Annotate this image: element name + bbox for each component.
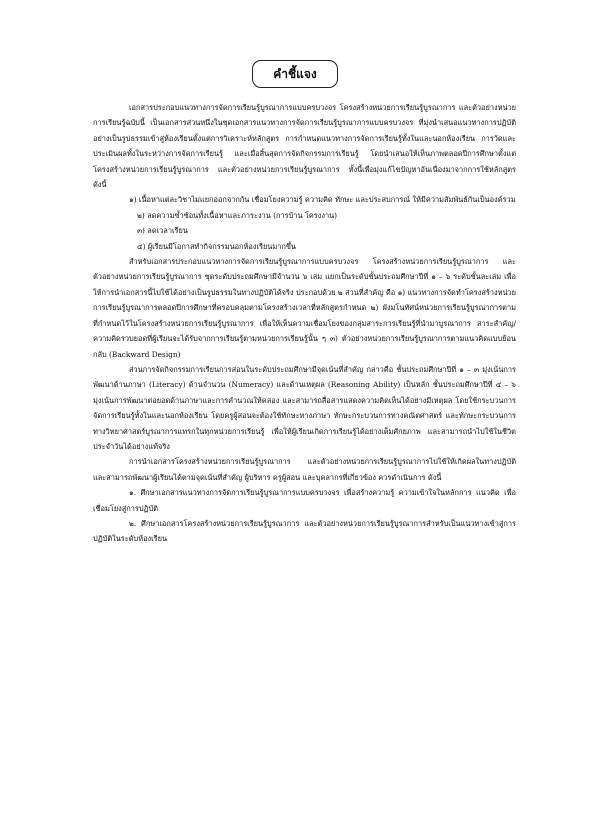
paragraph-8: การนำเอกสารโครงสร้างหน่วยการเรียนรู้บูรณาการ และตัวอย่างหน่วยการเรียนรู้บูรณาการไปใช้ให้เกิดผลในทางปฏิบัติ และสามารถพัฒนาผู้เรียนได้ตามจุดเน้นที่สำคัญ ผู้บริหาร ครูผู้สอน และบุคลากรที่เกี่ยวข้อง ควรดำเนินการ ดังนี้ [93,457,516,482]
page-heading: คำชี้แจง [252,60,338,88]
paragraph-7: ส่วนการจัดกิจกรรมการเรียนการสอนในระดับประถมศึกษามีจุดเน้นที่สำคัญ กล่าวคือ ชั้นประถมศึกษาปีที่ ๑ – ๓ มุ่งเน้นการพัฒนาด้านภาษา (Literacy) ด้านจำนวน (Numeracy) และด้านเหตุผล (Reasoning Ability) เป็นหลัก ชั้นประถมศึกษาปีที่ ๔ – ๖ มุ่งเน้นการพัฒนาต่อยอดด้านภาษาและการคำนวณให้คล่อง และสามารถสื่อสารแสดงความคิดเห็นได้อย่างมีเหตุผล โดยใช้กระบวนการจัดการเรียนรู้ทั้งในและนอกห้องเรียน โดยครูผู้สอนจะต้องใช้ทักษะทางภาษา ทักษะกระบวนการทางคณิตศาสตร์ และทักษะกระบวนการทางวิทยาศาสตร์บูรณาการแทรกในทุกหน่วยการเรียนรู้ เพื่อให้ผู้เรียนเกิดการเรียนรู้ได้อย่างเต็มศักยภาพ และสามารถนำไปใช้ในชีวิตประจำวันได้อย่างแท้จริง [93,364,516,451]
paragraph-9: ๑. ศึกษาเอกสารแนวทางการจัดการเรียนรู้บูรณาการแบบครบวงจร เพื่อสร้างความรู้ ความเข้าใจในหลักการ แนวคิด เพื่อเชื่อมโยงสู่การปฏิบัติ [93,488,516,513]
paragraph-4: ๓) ลดเวลาเรียน [137,226,188,236]
paragraph-10: ๒. ศึกษาเอกสารโครงสร้างหน่วยการเรียนรู้บูรณาการ และตัวอย่างหน่วยการเรียนรู้บูรณาการสำหรับเป็นแนวทางเข้าสู่การปฏิบัติในระดับห้องเรียน [93,518,516,544]
paragraph-2: ๑) เนื้อหาแต่ละวิชาไม่แยกออกจากกัน เชื่อมโยงความรู้ ความคิด ทักษะ และประสบการณ์ ให้มีความสัมพันธ์กันเป็นองค์รวม [129,195,516,205]
paragraph-5: ๔) ผู้เรียนมีโอกาสทำกิจกรรมนอกห้องเรียนมากขึ้น [137,241,296,251]
paragraph-1: เอกสารประกอบแนวทางการจัดการเรียนรู้บูรณาการแบบครบวงจร โครงสร้างหน่วยการเรียนรู้บูรณาการ และตัวอย่างหน่วยการเรียนรู้ฉบับนี้ เป็นเอกสารส่วนหนึ่งในชุดเอกสารแนวทางการจัดการเรียนรู้บูรณาการแบบครบวงจร ที่มุ่งนำเสนอแนวทางการปฏิบัติอย่างเป็นรูปธรรมเข้าสู่ห้องเรียนตั้งแต่การวิเคราะห์หลักสูตร การกำหนดแนวทางการจัดการเรียนรู้ทั้งในและนอกห้องเรียน การวัดและประเมินผลทั้งในระหว่างการจัดการเรียนรู้ และเมื่อสิ้นสุดการจัดกิจกรรมการเรียนรู้ โดยนำเสนอให้เห็นภาพตลอดปีการศึกษาตั้งแต่โครงสร้างหน่วยการเรียนรู้บูรณาการ และตัวอย่างหน่วยการเรียนรู้บูรณาการ ทั้งนี้เพื่อมุ่งแก้ไขปัญหาอันเนื่องมาจากการใช้หลักสูตร ดังนี้ [93,103,516,190]
paragraph-6: สำหรับเอกสารประกอบแนวทางการจัดการเรียนรู้บูรณาการแบบครบวงจร โครงสร้างหน่วยการเรียนรู้บูรณาการ และตัวอย่างหน่วยการเรียนรู้บูรณาการ ชุดระดับประถมศึกษามีจำนวน ๖ เล่ม แยกเป็นระดับชั้นประถมศึกษาปีที่ ๑ – ๖ ระดับชั้นละเล่ม เพื่อให้การนำเอกสารนี้ไปใช้ได้อย่างเป็นรูปธรรมในทางปฏิบัติได้จริง ประกอบด้วย ๒ ส่วนที่สำคัญ คือ ๑) แนวทางการจัดทำโครงสร้างหน่วยการเรียนรู้บูรณาการตลอดปีการศึกษาที่ครอบคลุมตามโครงสร้างเวลาที่หลักสูตรกำหนด ๒) ผังมโนทัศน์หน่วยการเรียนรู้บูรณาการตามที่กำหนดไว้ในโครงสร้างหน่วยการเรียนรู้บูรณาการ เพื่อให้เห็นความเชื่อมโยงของกลุ่มสาระการเรียนรู้ที่นำมาบูรณาการ สาระสำคัญ/ความคิดรวบยอดที่ผู้เรียนจะได้รับจากการเรียนรู้ตามหน่วยการเรียนรู้นั้น ๆ ๓) ตัวอย่างหน่วยการเรียนรู้บูรณาการตามแนวคิดแบบย้อนกลับ (Backward Design) [93,257,516,359]
body-text [93,100,516,547]
paragraph-3: ๒) ลดความซ้ำซ้อนทั้งเนื้อหาและภาระงาน (การบ้าน โครงงาน) [137,210,338,220]
